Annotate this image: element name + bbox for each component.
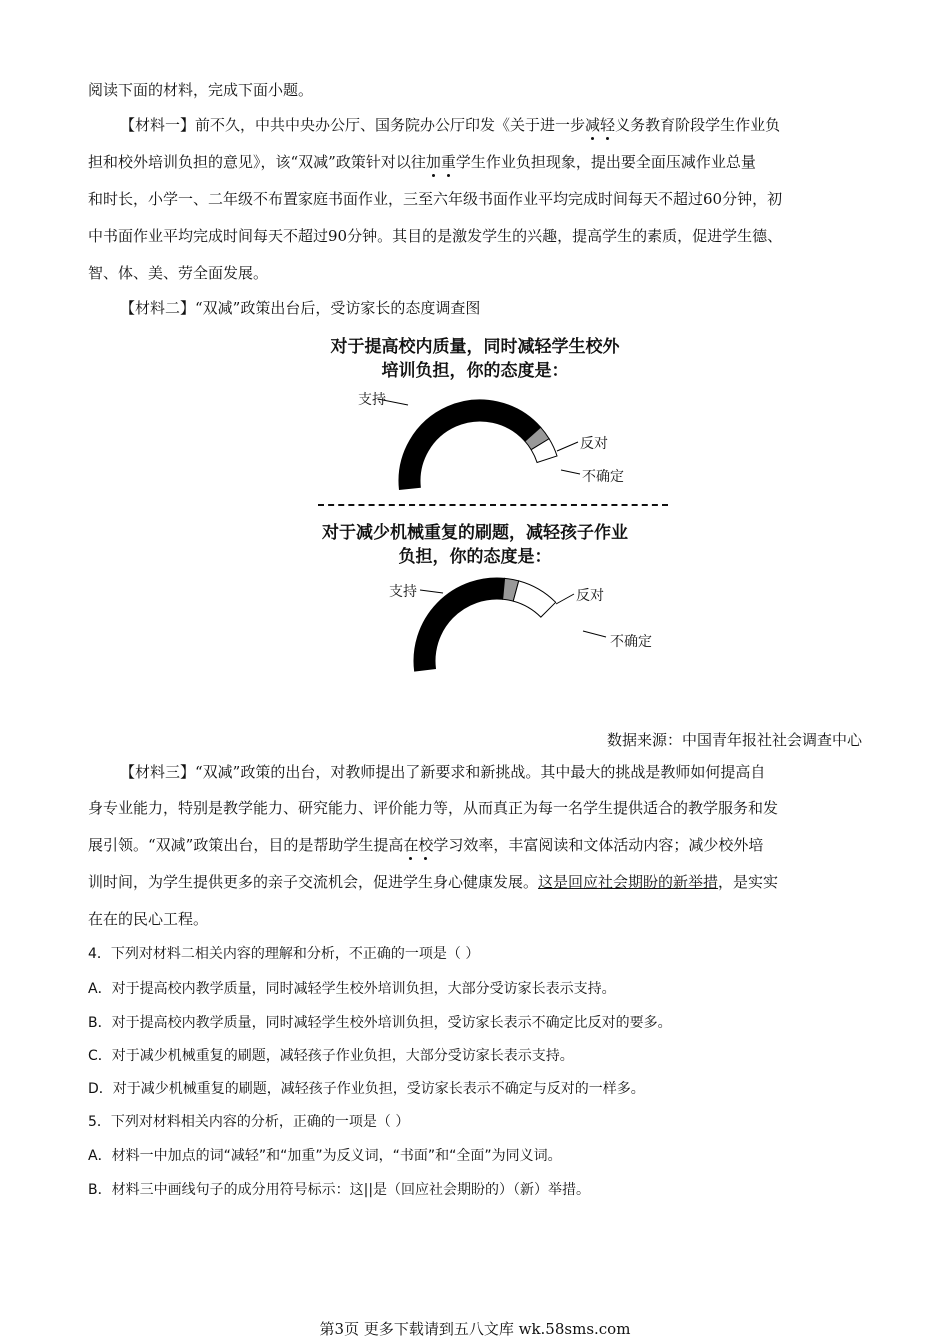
chart1-title-line1: 对于提高校内质量，同时减轻学生校外 — [330, 337, 620, 357]
q4-option-d: D．对于减少机械重复的刷题，减轻孩子作业负担，受访家长表示不确定与反对的一样多。 — [88, 1081, 645, 1097]
q5-option-a: A．材料一中加点的词“减轻”和“加重”为反义词，“书面”和“全面”为同义词。 — [88, 1148, 562, 1164]
chart2-label-support: 支持 — [389, 584, 417, 600]
q4-stem: 4．下列对材料二相关内容的理解和分析，不正确的一项是（ ） — [88, 946, 480, 962]
chart1-leader-line-2 — [561, 470, 580, 474]
material1-line2: 担和校外培训负担的意见》，该“双减”政策针对以往加重学生作业负担现象，提出要全面压减作业总量 — [88, 153, 756, 171]
chart1-label-unsure: 不确定 — [582, 469, 624, 485]
page-footer: 第3页 更多下载请到五八文库 wk.58sms.com — [319, 1320, 631, 1338]
material3-line1: 【材料三】“双减”政策的出台，对教师提出了新要求和新挑战。其中最大的挑战是教师如何提高自 — [120, 763, 766, 781]
chart2-title-line1: 对于减少机械重复的刷题，减轻孩子作业 — [322, 523, 628, 543]
material3-line3: 展引领。“双减”政策出台，目的是帮助学生提高在校学习效率，丰富阅读和文体活动内容；减少校外培 — [88, 836, 764, 854]
chart2-title-line2: 负担，你的态度是： — [398, 547, 552, 567]
chart2-segment-2 — [513, 581, 555, 617]
chart2-segment-0 — [414, 578, 505, 671]
material3-line5: 在在的民心工程。 — [88, 910, 209, 928]
chart1-title-line2: 培训负担，你的态度是： — [381, 361, 569, 381]
chart1-leader-line-1 — [557, 442, 578, 451]
chart2-label-unsure: 不确定 — [610, 634, 652, 650]
q4-option-a: A．对于提高校内教学质量，同时减轻学生校外培训负担，大部分受访家长表示支持。 — [88, 981, 616, 997]
chart1-label-support: 支持 — [358, 392, 386, 408]
chart2-label-oppose: 反对 — [576, 588, 604, 604]
chart2-leader-line-0 — [420, 590, 443, 593]
material1-line5: 智、体、美、劳全面发展。 — [88, 264, 269, 282]
chart2-leader-line-2 — [583, 631, 606, 637]
material1-line4: 中书面作业平均完成时间每天不超过90分钟。其目的是激发学生的兴趣，提高学生的素质，促进学生德、 — [88, 227, 783, 245]
intro-text: 阅读下面的材料，完成下面小题。 — [88, 81, 314, 99]
chart2-leader-line-1 — [556, 594, 574, 604]
q4-option-b: B．对于提高校内教学质量，同时减轻学生校外培训负担，受访家长表示不确定比反对的要多。 — [88, 1015, 672, 1031]
material3-line2: 身专业能力，特别是教学能力、研究能力、评价能力等，从而真正为每一名学生提供适合的教学服务和发 — [88, 799, 779, 817]
material2-heading: 【材料二】“双减”政策出台后，受访家长的态度调查图 — [120, 299, 481, 317]
data-source: 数据来源：中国青年报社社会调查中心 — [606, 731, 862, 749]
q5-stem: 5．下列对材料相关内容的分析，正确的一项是（ ） — [88, 1114, 410, 1130]
material1-line1: 【材料一】前不久，中共中央办公厅、国务院办公厅印发《关于进一步减轻义务教育阶段学生作业负 — [120, 116, 781, 134]
q4-option-c: C．对于减少机械重复的刷题，减轻孩子作业负担，大部分受访家长表示支持。 — [88, 1048, 574, 1064]
material1-line3: 和时长，小学一、二年级不布置家庭书面作业，三至六年级书面作业平均完成时间每天不超过60分钟，初 — [88, 190, 783, 208]
material3-line4: 训时间，为学生提供更多的亲子交流机会，促进学生身心健康发展。这是回应社会期盼的新举措，是实实 — [88, 873, 779, 891]
q5-option-b: B．材料三中画线句子的成分用符号标示：这||是（回应社会期盼的）（新）举措。 — [88, 1182, 591, 1198]
chart1-segment-0 — [399, 400, 541, 489]
chart1-label-oppose: 反对 — [580, 436, 608, 452]
